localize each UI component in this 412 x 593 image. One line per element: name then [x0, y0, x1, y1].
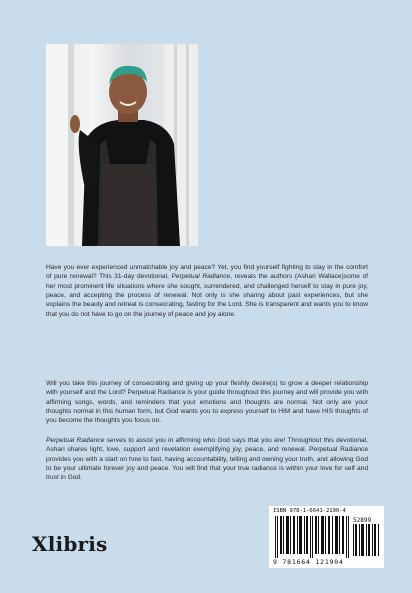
paragraph-3-book-title: Perpetual Radiance — [46, 437, 105, 444]
description-paragraph-2: Will you take this journey of consecrating and giving up your fleshly desire(s) to grow a deeper relationship with yourself and the Lord? Perpetual Radiance is your guide throughout this journey and will provide you with affirming songs, words, and reminders that your emotions and thoughts are normal. Not only are your thoughts normal in this human form, but God wants you to express yourself to HIM and have HIS thoughts of you become the thoughts you focus on. — [46, 380, 368, 425]
barcode-digits: 9 781664 121904 — [273, 558, 344, 566]
description-paragraph-3 — [46, 436, 368, 483]
isbn-number: ISBN 978-1-6641-2190-4 — [273, 508, 346, 514]
paragraph-1-book-title: Perpetual Radiance — [171, 273, 231, 281]
barcode-addon-digits: 52899 — [353, 517, 372, 524]
description-paragraph-1 — [46, 263, 368, 319]
paragraph-1-text-a: Have you ever experienced unmatchable joy and peace? Yet, you find yourself fighting to stay in the comfort of pure renewal? This 31-day devotional, — [46, 264, 368, 281]
ean-barcode-bars — [275, 516, 351, 558]
author-photo — [46, 44, 198, 246]
paragraph-3-text: serves to assist you in affirming who God says that you are! Throughout this devotional, Ashari shares light, love, support and revelation exemplifying joy, peace, and renewal. Perpetual Radiance provides you with a start on how to fast, having accountability, telling and owning your truth, and allowing God to be your ultimate forever joy and peace. You will find that your true radiance is within your love for self and trust in God. — [46, 437, 368, 482]
paragraph-1-text-b: , reveals the authors (Ashari Wallace)some of her most prominent life situations where she sought, surrendered, and challenged herself to stay in pure joy, peace, and accepting the process of renewal. Not only is she sharing about past experiences, but she explains the beauty and retreat is consecrating, fasting for the Lord. She is transparent and wants you to know that you do not have to go on the journey of peace and joy alone. — [46, 273, 369, 318]
addon-barcode-bars — [353, 524, 380, 556]
author-portrait-illustration — [46, 44, 198, 246]
publisher-logo: Xlibris — [32, 532, 108, 556]
isbn-barcode — [269, 506, 384, 568]
